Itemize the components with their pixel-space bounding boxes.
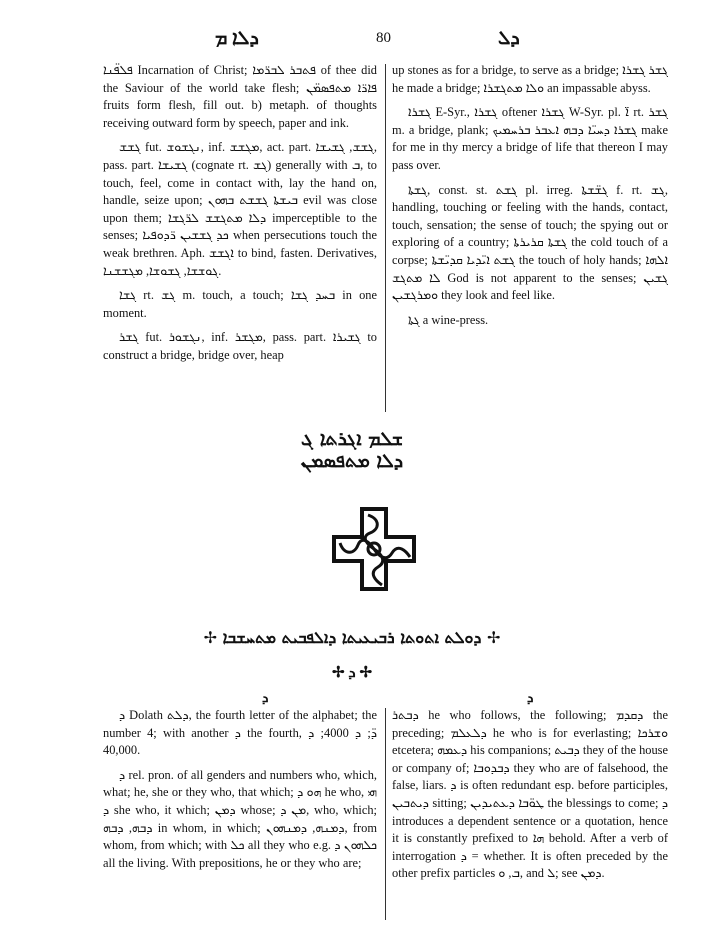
entry-paragraph: up stones as for a bridge, to serve as a bridge; ܓܫܪ ܓܫܪܐ he made a bridge; ܘܠܐ ܡܬܓܫܪܐ an impassable abyss.: [392, 63, 668, 95]
entry-paragraph: ܓܫܫ fut. ܢܓܫܘܫ, inf. ܡܓܫܫ, act. part. ܓܫܫ, ܓܫܝܫܐ, pass. part. ܓܫܝܫܐ (cognate rt. ܓܫ) generally with ܒ, to touch, feel, come in contact with, lay the hand on, handle, seize upon; ܒܝܫܬܐ ܓܫܫܬ ܒܗܘܢ evil was close upon them; ܕܠܐ ܡܬܓܫܫ ܠܪ̈ܓܫܐ imperceptible to the senses; ܟܕ ܓܫܫܝܢ ܪ̈ܕܘܦܝܐ when persecutions touch the weak brethren. Aph. ܐܓܫܫ to bind, fasten. Derivatives, ܓܘܫܫܐ, ܓܫܘܫܐ, ܡܓܫܫܢܐ.: [103, 140, 377, 278]
colophon-line-2: ܕܠܐ ܡܬܦܣܡܢ: [300, 450, 404, 472]
entry-paragraph: ܕ Dolath ܕܠܬ, the fourth letter of the alphabet; the number 4; with another ܕ the fourth, ܕ̈; ܕ 4000; ܕ 40,000.: [103, 708, 377, 758]
bottom-left-column: [103, 707, 377, 879]
column-heading-left: ܕ: [262, 690, 269, 705]
entry-paragraph: ܓܫܪ fut. ܢܓܫܘܪ, inf. ܡܓܫܪ, pass. part. ܓܫܝܪܐ to construct a bridge, bridge over, heap: [103, 330, 377, 362]
column-divider-top: [385, 64, 386, 412]
entry-paragraph: ܓܫܪܐ E-Syr., ܓܫܪܐ oftener ܓܫܪܐ W-Syr. pl. ܐ̈ rt. ܓܫܪ m. a bridge, plank; ܓܫܪܐ ܕܚܝ̈ܐ ܕܒܗ ܐܥܒܪ ܒܪܚܡܝܟ make for me in thy mercy a bridge of life that thereon I may pass over.: [392, 105, 669, 172]
section-title-text: ܕܘܠܬ ܐܬܘܬܐ ܪܒܝܥܝܬܐ ܕܐܠܦܒܝܬ ܡܬܚܫܒܐ: [222, 628, 482, 647]
cross-ornament-icon: [330, 505, 418, 593]
header-syriac-right: ܕܠ: [498, 28, 520, 49]
entry-paragraph: ܓܬܐ a wine-press.: [408, 312, 489, 327]
top-right-column: [392, 62, 668, 336]
bottom-right-column: [392, 707, 668, 890]
bullet-icon: ✢: [355, 665, 373, 681]
bullet-icon: ✢: [481, 628, 501, 647]
column-heading-right: ܕ: [527, 690, 534, 705]
entry-paragraph: ܕ rel. pron. of all genders and numbers who, which, what; he, she or they who, that which; ܗܘ ܕ he who, ܗܝ ܕ she who, it which; ܕܡܢ whose; ܡܢ ܕ, who, which; ܕܒܗ, ܕܒܗ in whom, in which; ܕܡܢܗ, ܕܡܢܗܘܢ, from whom, from which; with ܟܠ all they who e.g. ܟܠܗܘܢ ܕ all the living. With prepositions, he or they who are;: [103, 767, 378, 870]
letter-heading-text: ܕ: [348, 665, 356, 681]
page-number: 80: [376, 30, 391, 46]
entry-paragraph: ܦܠܦ̈ܢܐ Incarnation of Christ; ܦܬܒܪ ܠܒܪ̈ܡܐ of thee did the Saviour of the world take flesh; ܦܐܪ̈ܐ ܡܬܦܣܡ̈ܢ fruits form flesh, fill out. b) metaph. of thoughts receiving outward form by speech, paper and ink.: [103, 63, 377, 130]
bullet-icon: ✢: [203, 628, 223, 647]
entry-paragraph: ܓܫܬܐ, const. st. ܓܫܬ pl. irreg. ܓܫ̈ܫܬܐ f. rt. ܓܫ, handling, touching or feeling with the hands, contact, touch, sensation; the sense of touch; the spying out or exploring of a country; ܓܫܬܐ ܩܪܝܪܬܐ the cold touch of a corpse; ܓܫܬ ܐܝ̈ܕܝܐ ܩܕܝ̈ܫܬܐ the touch of holy hands; ܐܠܗܐ ܠܐ ܡܬܓܫ God is not apparent to the senses; ܓܫܝܢ ܘܡܪܓܫܝܢ they look and feel like.: [392, 182, 669, 303]
running-header: [0, 26, 704, 56]
bullet-icon: ✢: [331, 665, 349, 681]
entry-paragraph: ܓܫܐ rt. ܓܫ m. touch, a touch; ܒܚܕ ܓܫܐ in one moment.: [103, 288, 377, 320]
letter-heading: [0, 663, 704, 682]
section-title: [0, 628, 704, 648]
entry-paragraph: ܕܒܬܪ he who follows, the following; ܕܩܕܡ the preceding; ܕܠܥܠܡ he who is for everlasting; ܘܫܪܟܐ etcetera; ܕܥܡܗ his companions; ܕܒܝܬ they of the house or company of; ܕܒܕܘܒܐ they who are of falsehood, the false, liars. ܕ is often redundant esp. before participles, ܕܝܬܒܝܢ sitting; ܛܘ̈ܒܐ ܕܥܬܝܕܝܢ the blessings to come; ܕ introduces a dependent sentence or a quotation, hence it is constantly prefixed to ܗܐ behold. After a verb of interrogation ܕ = whether. It is often preceded by the other prefix particles ܒ, ܘ, and ܠ; see ܕܡܢ.: [392, 708, 669, 881]
colophon-line-1: ܫܠܡ ܐܓܪܬܐ ܓ: [300, 428, 404, 450]
top-left-column: [103, 62, 377, 372]
column-divider-bottom: [385, 708, 386, 920]
header-syriac-left: ܕܠܐ ܡ: [215, 28, 259, 49]
